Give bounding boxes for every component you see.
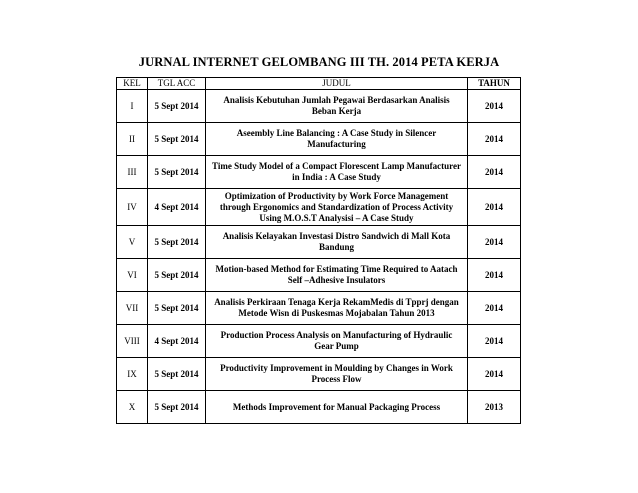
cell-tahun: 2014 <box>468 123 521 156</box>
cell-kel: VIII <box>117 325 148 358</box>
cell-judul: Time Study Model of a Compact Florescent Lamp Manufacturer in India : A Case Study <box>206 156 468 189</box>
cell-tgl-acc: 5 Sept 2014 <box>148 123 206 156</box>
cell-judul: Aseembly Line Balancing : A Case Study in Silencer Manufacturing <box>206 123 468 156</box>
cell-judul: Analisis Kebutuhan Jumlah Pegawai Berdasarkan Analisis Beban Kerja <box>206 90 468 123</box>
cell-kel: VII <box>117 292 148 325</box>
cell-tahun: 2013 <box>468 391 521 424</box>
cell-kel: III <box>117 156 148 189</box>
table-row <box>117 226 521 259</box>
cell-tgl-acc: 5 Sept 2014 <box>148 156 206 189</box>
cell-judul: Methods Improvement for Manual Packaging Process <box>206 391 468 424</box>
cell-tgl-acc: 5 Sept 2014 <box>148 90 206 123</box>
cell-tahun: 2014 <box>468 189 521 226</box>
cell-tgl-acc: 5 Sept 2014 <box>148 226 206 259</box>
cell-kel: VI <box>117 259 148 292</box>
cell-tahun: 2014 <box>468 226 521 259</box>
cell-tgl-acc: 4 Sept 2014 <box>148 189 206 226</box>
table-row <box>117 123 521 156</box>
table-row <box>117 90 521 123</box>
cell-tahun: 2014 <box>468 90 521 123</box>
table-row <box>117 391 521 424</box>
document-title: JURNAL INTERNET GELOMBANG III TH. 2014 PETA KERJA <box>138 55 500 69</box>
cell-tgl-acc: 5 Sept 2014 <box>148 391 206 424</box>
cell-tahun: 2014 <box>468 358 521 391</box>
cell-kel: II <box>117 123 148 156</box>
cell-kel: IV <box>117 189 148 226</box>
cell-judul: Productivity Improvement in Moulding by Changes in Work Process Flow <box>206 358 468 391</box>
table-row <box>117 259 521 292</box>
header-kel: KEL <box>117 78 148 90</box>
table-header-row <box>117 78 521 90</box>
cell-tgl-acc: 5 Sept 2014 <box>148 358 206 391</box>
cell-kel: X <box>117 391 148 424</box>
cell-tahun: 2014 <box>468 156 521 189</box>
cell-kel: V <box>117 226 148 259</box>
cell-tahun: 2014 <box>468 325 521 358</box>
table-row <box>117 358 521 391</box>
cell-tgl-acc: 4 Sept 2014 <box>148 325 206 358</box>
cell-judul: Motion-based Method for Estimating Time Required to Aatach Self –Adhesive Insulators <box>206 259 468 292</box>
cell-tgl-acc: 5 Sept 2014 <box>148 292 206 325</box>
cell-judul: Production Process Analysis on Manufacturing of Hydraulic Gear Pump <box>206 325 468 358</box>
header-judul: JUDUL <box>206 78 468 90</box>
cell-kel: IX <box>117 358 148 391</box>
header-tgl-acc: TGL ACC <box>148 78 206 90</box>
table-row <box>117 325 521 358</box>
cell-kel: I <box>117 90 148 123</box>
cell-judul: Optimization of Productivity by Work Force Management through Ergonomics and Standardization of Process Activity Using M.O.S.T Analysisi – A Case Study <box>206 189 468 226</box>
cell-tgl-acc: 5 Sept 2014 <box>148 259 206 292</box>
cell-tahun: 2014 <box>468 259 521 292</box>
cell-judul: Analisis Kelayakan Investasi Distro Sandwich di Mall Kota Bandung <box>206 226 468 259</box>
cell-judul: Analisis Perkiraan Tenaga Kerja RekamMedis di Tpprj dengan Metode Wisn di Puskesmas Mojabalan Tahun 2013 <box>206 292 468 325</box>
work-map-table <box>116 77 521 424</box>
table-row <box>117 156 521 189</box>
header-tahun: TAHUN <box>468 78 521 90</box>
cell-tahun: 2014 <box>468 292 521 325</box>
table-row <box>117 292 521 325</box>
table-row <box>117 189 521 226</box>
